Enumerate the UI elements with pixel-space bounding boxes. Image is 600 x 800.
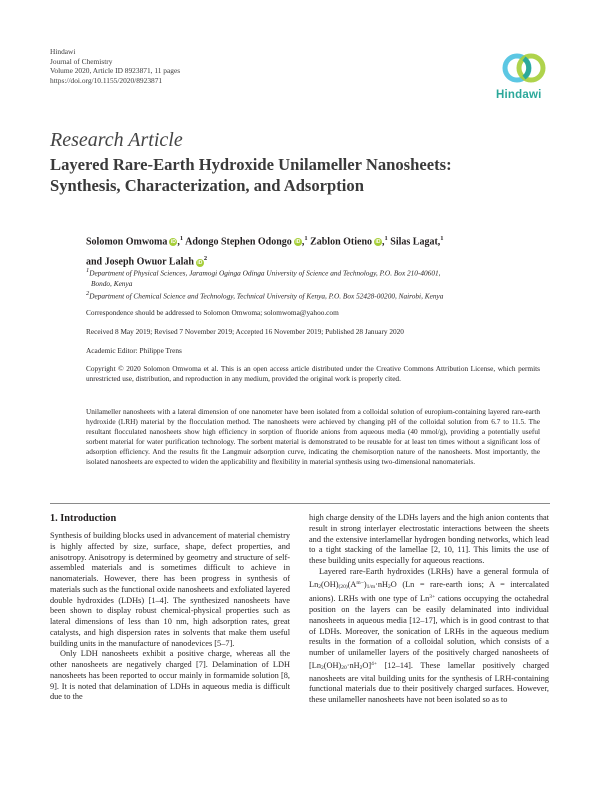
author-name[interactable]: Adongo Stephen Odongo — [185, 236, 292, 248]
doi-link[interactable]: https://doi.org/10.1155/2020/8923871 — [50, 75, 163, 85]
body-column-left — [50, 513, 290, 703]
text-run: ·nH — [375, 579, 389, 589]
copyright-notice: Copyright © 2020 Solomon Omwoma et al. This is an open access article distributed under the Creative Commons Attribution License, which permits unrestricted use, distribution, and reproduction in any medium, provided the original work is properly cited. — [86, 364, 540, 383]
affiliation-number: 1 — [86, 267, 90, 274]
author-affiliation-mark: 1 — [384, 235, 388, 242]
paragraph — [309, 567, 549, 706]
subscript: 2 — [318, 583, 321, 590]
orcid-icon[interactable]: iD — [375, 239, 381, 246]
volume-line: Volume 2020, Article ID 8923871, 11 pages — [50, 66, 181, 76]
correspondence: Correspondence should be addressed to Solomon Omwoma; solomwoma@yahoo.com — [86, 308, 339, 317]
author-separator: , — [301, 236, 305, 248]
superscript: 4+ — [371, 660, 378, 667]
orcid-icon[interactable]: iD — [170, 239, 176, 246]
paragraph: high charge density of the LDHs layers and the high anion contents that result in strong interlayer electrostatic interactions between the sheets and the extensive interlamellar hydrogen bonding networks, which lead to a tight stacking of the lamellae [2, 10, 11]. This limits the use of these building units especially for aqueous reactions. — [309, 513, 549, 565]
text-run: (OH) — [320, 579, 339, 589]
section-heading: 1. Introduction — [50, 513, 117, 524]
text-run: ) — [363, 579, 367, 589]
author-affiliation-mark: 1 — [440, 235, 444, 242]
publisher-name: Hindawi — [50, 47, 76, 56]
article-dates: Received 8 May 2019; Revised 7 November 2019; Accepted 16 November 2019; Published 28 January 2020 — [86, 327, 404, 336]
author-affiliation-mark: 1 — [179, 235, 184, 242]
text-run: Layered rare-Earth hydroxides (LRHs) have a general formula of Ln — [309, 566, 549, 589]
text-run: (A — [347, 579, 357, 589]
author-affiliation-mark: 2 — [203, 255, 208, 263]
journal-meta — [50, 47, 180, 85]
title-line-1: Layered Rare-Earth Hydroxide Unilameller Nanosheets: — [50, 155, 452, 174]
text-run: (OH) — [323, 660, 342, 670]
affiliation-text: Bondo, Kenya — [91, 278, 133, 288]
affiliation-number: 2 — [86, 290, 90, 297]
author-affiliation-mark: 1 — [304, 235, 308, 242]
title-line-2: Synthesis, Characterization, and Adsorption — [50, 175, 364, 195]
subscript: 2 — [320, 664, 324, 671]
article-title — [50, 155, 550, 196]
superscript: 3+ — [429, 594, 436, 601]
author-separator: , — [437, 236, 441, 248]
brand-name: Hindawi — [496, 89, 542, 101]
author-name[interactable]: and Joseph Owuor Lalah — [86, 256, 194, 268]
text-run: [12–14]. These lamellar positively charged nanosheets are vital building units for the synthesis of LRH-containing functional materials due to their positively charged surfaces. However, these unilameller nanosheets have not been isolated so as to — [309, 660, 549, 704]
article-type: Research Article — [50, 129, 183, 151]
author-name[interactable]: Solomon Omwoma — [86, 236, 168, 248]
journal-name: Journal of Chemistry — [50, 56, 113, 66]
subscript: 1/m — [366, 583, 376, 590]
abstract: Unilameller nanosheets with a lateral dimension of one nanometer have been isolated from a colloidal solution of europium-containing layered rare-earth hydroxide (LRH) material by the flocculation method. The nanosheets were achieved by changing pH of the colloidal solution from 6.7 to 11.5. The resultant flocculated nanosheets show high efficiency in sorption of fluoride anions from aqueous media (40 mmol/g), providing a potentially useful sorbent material for water purification technology. The sorbent material is demonstrated to be reusable for at least ten times without a significant loss of adsorption efficiency. And the results fit the Langmuir adsorption curve, indicating the chemisorption nature of the nanosheets. Most importantly, the isolated nanosheets are expected to widen the applicability and flexibility in material synthesis using two-dimensional nanomaterials. — [86, 407, 540, 466]
author-list — [86, 230, 546, 271]
hindawi-logo — [496, 48, 556, 101]
text-run: ·nH — [346, 660, 360, 670]
subscript: 20 — [341, 664, 347, 671]
academic-editor: Academic Editor: Philippe Trens — [86, 346, 182, 355]
subscript: 2 — [388, 583, 391, 590]
subscript: 2 — [359, 664, 363, 671]
author-separator: , — [177, 236, 180, 248]
affiliation-1 — [86, 266, 546, 289]
paragraph: Only LDH nanosheets exhibit a positive charge, whereas all the other nanosheets are negatively charged [7]. Delamination of LDH nanosheets has been reported to occur mainly in formamide solution [8, 9]. It is noted that delamination of LDHs in aqueous media is difficult due to the — [50, 649, 290, 702]
orcid-icon[interactable]: iD — [197, 259, 203, 266]
orcid-icon[interactable]: iD — [295, 239, 301, 246]
paragraph: Synthesis of building blocks used in advancement of material chemistry is highly affected by size, surface, shape, defect properties, and anisotropy. Anisotropy is determined by geometry and structure of self-assembled materials and is sometimes difficult to achieve in nanomaterials. However, there has been progress in synthesis of materials such as the functional oxide nanosheets and exfoliated layered double hydroxides (LDHs) [1–4]. The synthesized nanosheets have been shown to display robust chemical-physical properties such as lateral dimensions of less than 10 nm, high adsorption rates, great catalysts, and high dispersion rates in solvents that make them useful building units in the manufacture of nanodevices [5–7]. — [50, 531, 290, 648]
author-name[interactable]: Zablon Otieno — [310, 236, 373, 248]
text-run: O] — [362, 660, 372, 670]
author-name[interactable]: Silas Lagat — [390, 236, 438, 248]
text-run: O (Ln = rare-earth ions; A = intercalated anions). LRHs with one type of Ln — [309, 579, 549, 604]
superscript: m− — [356, 579, 364, 586]
hindawi-logo-icon — [500, 48, 548, 88]
subscript: (20) — [338, 583, 348, 590]
author-separator: , — [382, 236, 385, 248]
affiliation-text: Department of Physical Sciences, Jaramogi Oginga Odinga University of Science and Technology, P.O. Box 210-40601, — [89, 268, 441, 278]
affiliation-2 — [86, 289, 546, 302]
affiliation-text: Department of Chemical Science and Technology, Technical University of Kenya, P.O. Box 52428-00200, Nairobi, Kenya — [89, 291, 444, 301]
body-column-right — [309, 513, 549, 706]
section-divider — [50, 503, 550, 504]
text-run: cations occupying the octahedral position on the layers can be easily delaminated into individual nanosheets in aqueous media [12–17], which is in good contrast to that of LDHs. Moreover, the sonication of LRHs in the aqueous medium results in the formation of a colloidal solution, which consists of a number of unilameller layers of the positively charged nanosheets of [Ln — [309, 594, 549, 670]
